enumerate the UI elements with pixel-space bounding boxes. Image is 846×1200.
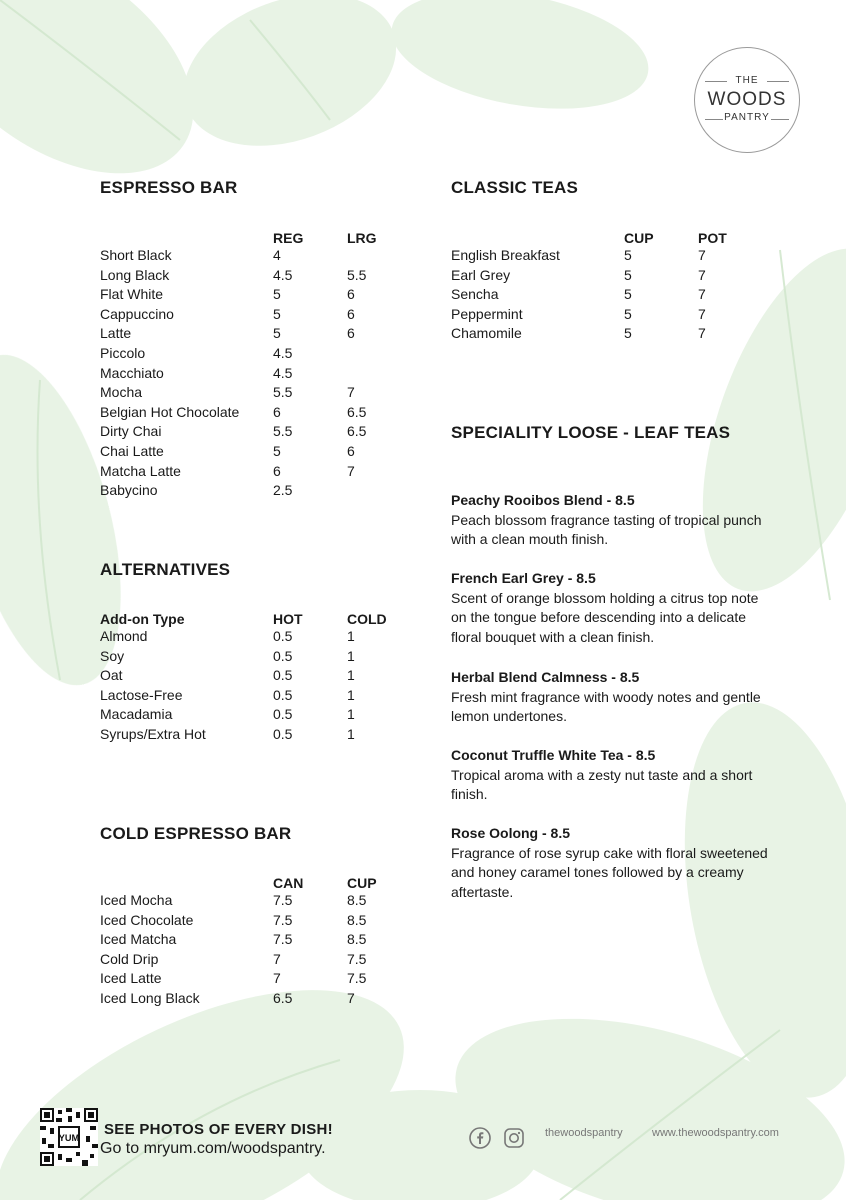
espresso-price: 5.5: [273, 384, 293, 401]
cold-espresso-price: 7: [273, 970, 281, 987]
espresso-item-name: Babycino: [100, 482, 158, 499]
alternative-row: [100, 705, 420, 725]
espresso-item-name: Latte: [100, 325, 132, 342]
espresso-row: [100, 383, 420, 403]
espresso-item-name: Chai Latte: [100, 443, 164, 459]
alternative-price: 1: [347, 647, 355, 664]
tea-description: Tropical aroma with a zesty nut taste and a short finish.: [451, 766, 753, 803]
cold-espresso-bar-title: COLD ESPRESSO BAR: [100, 824, 292, 843]
classic-col-pot: POT: [698, 230, 727, 246]
tea-name: Herbal Blend Calmness - 8.5: [451, 669, 640, 685]
classic-col-cup: CUP: [624, 230, 654, 246]
espresso-price: 4.5: [273, 266, 293, 283]
speciality-tea-item: [451, 824, 771, 902]
classic-tea-price: 7: [698, 305, 706, 322]
espresso-row: [100, 422, 420, 442]
tea-name: Peachy Rooibos Blend - 8.5: [451, 492, 635, 508]
cold-espresso-price: 8.5: [347, 911, 367, 928]
classic-tea-row: [451, 305, 771, 325]
cold-espresso-row: [100, 969, 420, 989]
tea-name: Coconut Truffle White Tea - 8.5: [451, 747, 656, 763]
classic-tea-price: 7: [698, 266, 706, 283]
espresso-price: 6: [347, 286, 355, 303]
espresso-col-reg: REG: [273, 230, 304, 246]
classic-tea-item-name: English Breakfast: [451, 247, 560, 263]
espresso-row: [100, 481, 420, 501]
espresso-price: 6.5: [347, 403, 367, 420]
espresso-item-name: Long Black: [100, 266, 170, 283]
espresso-row: [100, 246, 420, 266]
alternative-item-name: Macadamia: [100, 706, 173, 723]
espresso-price: 2.5: [273, 482, 293, 499]
classic-teas-title: CLASSIC TEAS: [451, 178, 579, 197]
promo-link[interactable]: Go to mryum.com/woodspantry.: [100, 1140, 326, 1157]
cold-espresso-price: 6.5: [273, 990, 293, 1006]
alternative-item-name: Lactose-Free: [100, 686, 183, 703]
alternative-price: 0.5: [273, 686, 293, 703]
espresso-item-name: Dirty Chai: [100, 423, 162, 440]
promo-headline: SEE PHOTOS OF EVERY DISH!: [104, 1121, 333, 1138]
espresso-row: [100, 324, 420, 344]
alternative-price: 1: [347, 667, 355, 684]
cold-espresso-item-name: Cold Drip: [100, 950, 159, 967]
logo-top-text: THE: [735, 75, 759, 86]
classic-tea-price: 5: [624, 305, 632, 322]
alternative-row: [100, 627, 420, 647]
cold-espresso-price: 8.5: [347, 892, 367, 908]
espresso-item-name: Mocha: [100, 384, 143, 401]
speciality-tea-item: [451, 569, 771, 647]
logo-main-text: WOODS: [707, 89, 787, 110]
cold-espresso-price: 7.5: [273, 911, 293, 928]
cold-espresso-item-name: Iced Mocha: [100, 892, 173, 908]
espresso-row: [100, 462, 420, 482]
classic-tea-item-name: Sencha: [451, 286, 499, 303]
alternative-item-name: Soy: [100, 647, 125, 664]
alternative-price: 0.5: [273, 628, 293, 644]
alternative-row: [100, 647, 420, 667]
cold-espresso-price: 7.5: [347, 950, 367, 967]
alternatives-title: ALTERNATIVES: [100, 560, 231, 579]
espresso-price: 7: [347, 462, 355, 479]
espresso-price: 6: [273, 403, 281, 420]
classic-tea-price: 5: [624, 266, 632, 283]
logo: [694, 47, 800, 153]
logo-bottom-text: PANTRY: [724, 112, 770, 123]
cold-espresso-item-name: Iced Long Black: [100, 990, 200, 1006]
espresso-row: [100, 344, 420, 364]
cold-espresso-row: [100, 930, 420, 950]
classic-tea-price: 7: [698, 247, 706, 263]
espresso-row: [100, 305, 420, 325]
espresso-row: [100, 442, 420, 462]
alternative-item-name: Almond: [100, 628, 148, 644]
espresso-price: 5: [273, 443, 281, 459]
espresso-row: [100, 403, 420, 423]
espresso-item-name: Short Black: [100, 247, 172, 263]
facebook-icon[interactable]: [469, 1127, 491, 1149]
cold-espresso-item-name: Iced Matcha: [100, 931, 177, 948]
espresso-item-name: Belgian Hot Chocolate: [100, 403, 240, 420]
espresso-price: 5.5: [347, 266, 367, 283]
classic-tea-item-name: Chamomile: [451, 325, 522, 342]
espresso-price: 4.5: [273, 364, 293, 381]
alternative-item-name: Oat: [100, 667, 123, 684]
espresso-item-name: Piccolo: [100, 345, 146, 361]
alternative-row: [100, 686, 420, 706]
cold-espresso-price: 7: [347, 990, 355, 1006]
cold-espresso-row: [100, 989, 420, 1009]
classic-tea-price: 5: [624, 286, 632, 303]
classic-tea-item-name: Peppermint: [451, 305, 523, 322]
alternative-item-name: Syrups/Extra Hot: [100, 726, 206, 742]
cold-col-cup: CUP: [347, 875, 377, 891]
alternative-price: 0.5: [273, 647, 293, 664]
alternatives-col-type: Add-on Type: [100, 611, 185, 627]
tea-description: Peach blossom fragrance tasting of tropical punch with a clean mouth finish.: [451, 511, 762, 548]
espresso-price: 6: [347, 443, 355, 459]
cold-espresso-row: [100, 891, 420, 911]
classic-tea-price: 5: [624, 247, 632, 263]
espresso-row: [100, 285, 420, 305]
cold-espresso-item-name: Iced Chocolate: [100, 911, 194, 928]
cold-espresso-item-name: Iced Latte: [100, 970, 162, 987]
alternative-price: 1: [347, 686, 355, 703]
classic-tea-price: 7: [698, 286, 706, 303]
classic-tea-price: 5: [624, 325, 632, 342]
classic-tea-row: [451, 285, 771, 305]
cold-espresso-price: 7.5: [347, 970, 367, 987]
tea-name: Rose Oolong - 8.5: [451, 825, 571, 841]
classic-tea-row: [451, 246, 771, 266]
classic-tea-row: [451, 324, 771, 344]
classic-tea-row: [451, 266, 771, 286]
cold-espresso-price: 8.5: [347, 931, 367, 948]
tea-description: Fragrance of rose syrup cake with floral sweetened and honey caramel tones followed by a creamy aftertaste.: [451, 844, 768, 900]
alternative-row: [100, 725, 420, 745]
alternative-row: [100, 666, 420, 686]
speciality-tea-item: [451, 668, 771, 727]
espresso-row: [100, 266, 420, 286]
alternative-price: 0.5: [273, 726, 293, 742]
classic-tea-price: 7: [698, 325, 706, 342]
espresso-item-name: Cappuccino: [100, 305, 174, 322]
tea-description: Fresh mint fragrance with woody notes and gentle lemon undertones.: [451, 688, 761, 725]
classic-tea-item-name: Earl Grey: [451, 266, 511, 283]
alternatives-col-cold: COLD: [347, 611, 387, 627]
qr-label: YUM: [58, 1133, 80, 1144]
alternative-price: 0.5: [273, 667, 293, 684]
qr-code[interactable]: [40, 1108, 98, 1166]
espresso-item-name: Matcha Latte: [100, 462, 181, 479]
social-handle[interactable]: thewoodspantry: [545, 1127, 623, 1139]
espresso-price: 5: [273, 325, 281, 342]
tea-description: Scent of orange blossom holding a citrus top note on the tongue before descending into a delicate floral bouquet with a clean finish.: [451, 589, 759, 645]
espresso-price: 6: [347, 305, 355, 322]
speciality-tea-item: [451, 491, 771, 550]
alternative-price: 1: [347, 706, 355, 723]
espresso-price: 5: [273, 286, 281, 303]
cold-col-can: CAN: [273, 875, 304, 891]
cold-espresso-price: 7: [273, 950, 281, 967]
cold-espresso-price: 7.5: [273, 892, 293, 908]
speciality-tea-item: [451, 746, 771, 805]
alternative-price: 0.5: [273, 706, 293, 723]
alternative-price: 1: [347, 726, 355, 742]
espresso-row: [100, 364, 420, 384]
alternatives-col-hot: HOT: [273, 611, 303, 627]
espresso-price: 6: [273, 462, 281, 479]
espresso-col-lrg: LRG: [347, 230, 377, 246]
alternative-price: 1: [347, 628, 355, 644]
instagram-icon[interactable]: [503, 1127, 525, 1149]
cold-espresso-row: [100, 950, 420, 970]
espresso-price: 5.5: [273, 423, 293, 440]
espresso-price: 4.5: [273, 345, 293, 361]
espresso-item-name: Macchiato: [100, 364, 164, 381]
cold-espresso-price: 7.5: [273, 931, 293, 948]
speciality-teas-title: SPECIALITY LOOSE - LEAF TEAS: [451, 423, 731, 442]
espresso-price: 6.5: [347, 423, 367, 440]
cold-espresso-row: [100, 911, 420, 931]
website-link[interactable]: www.thewoodspantry.com: [652, 1127, 779, 1139]
espresso-price: 4: [273, 247, 281, 263]
espresso-item-name: Flat White: [100, 286, 164, 303]
espresso-bar-title: ESPRESSO BAR: [100, 178, 238, 197]
tea-name: French Earl Grey - 8.5: [451, 570, 596, 586]
espresso-price: 6: [347, 325, 355, 342]
espresso-price: 5: [273, 305, 281, 322]
espresso-price: 7: [347, 384, 355, 401]
